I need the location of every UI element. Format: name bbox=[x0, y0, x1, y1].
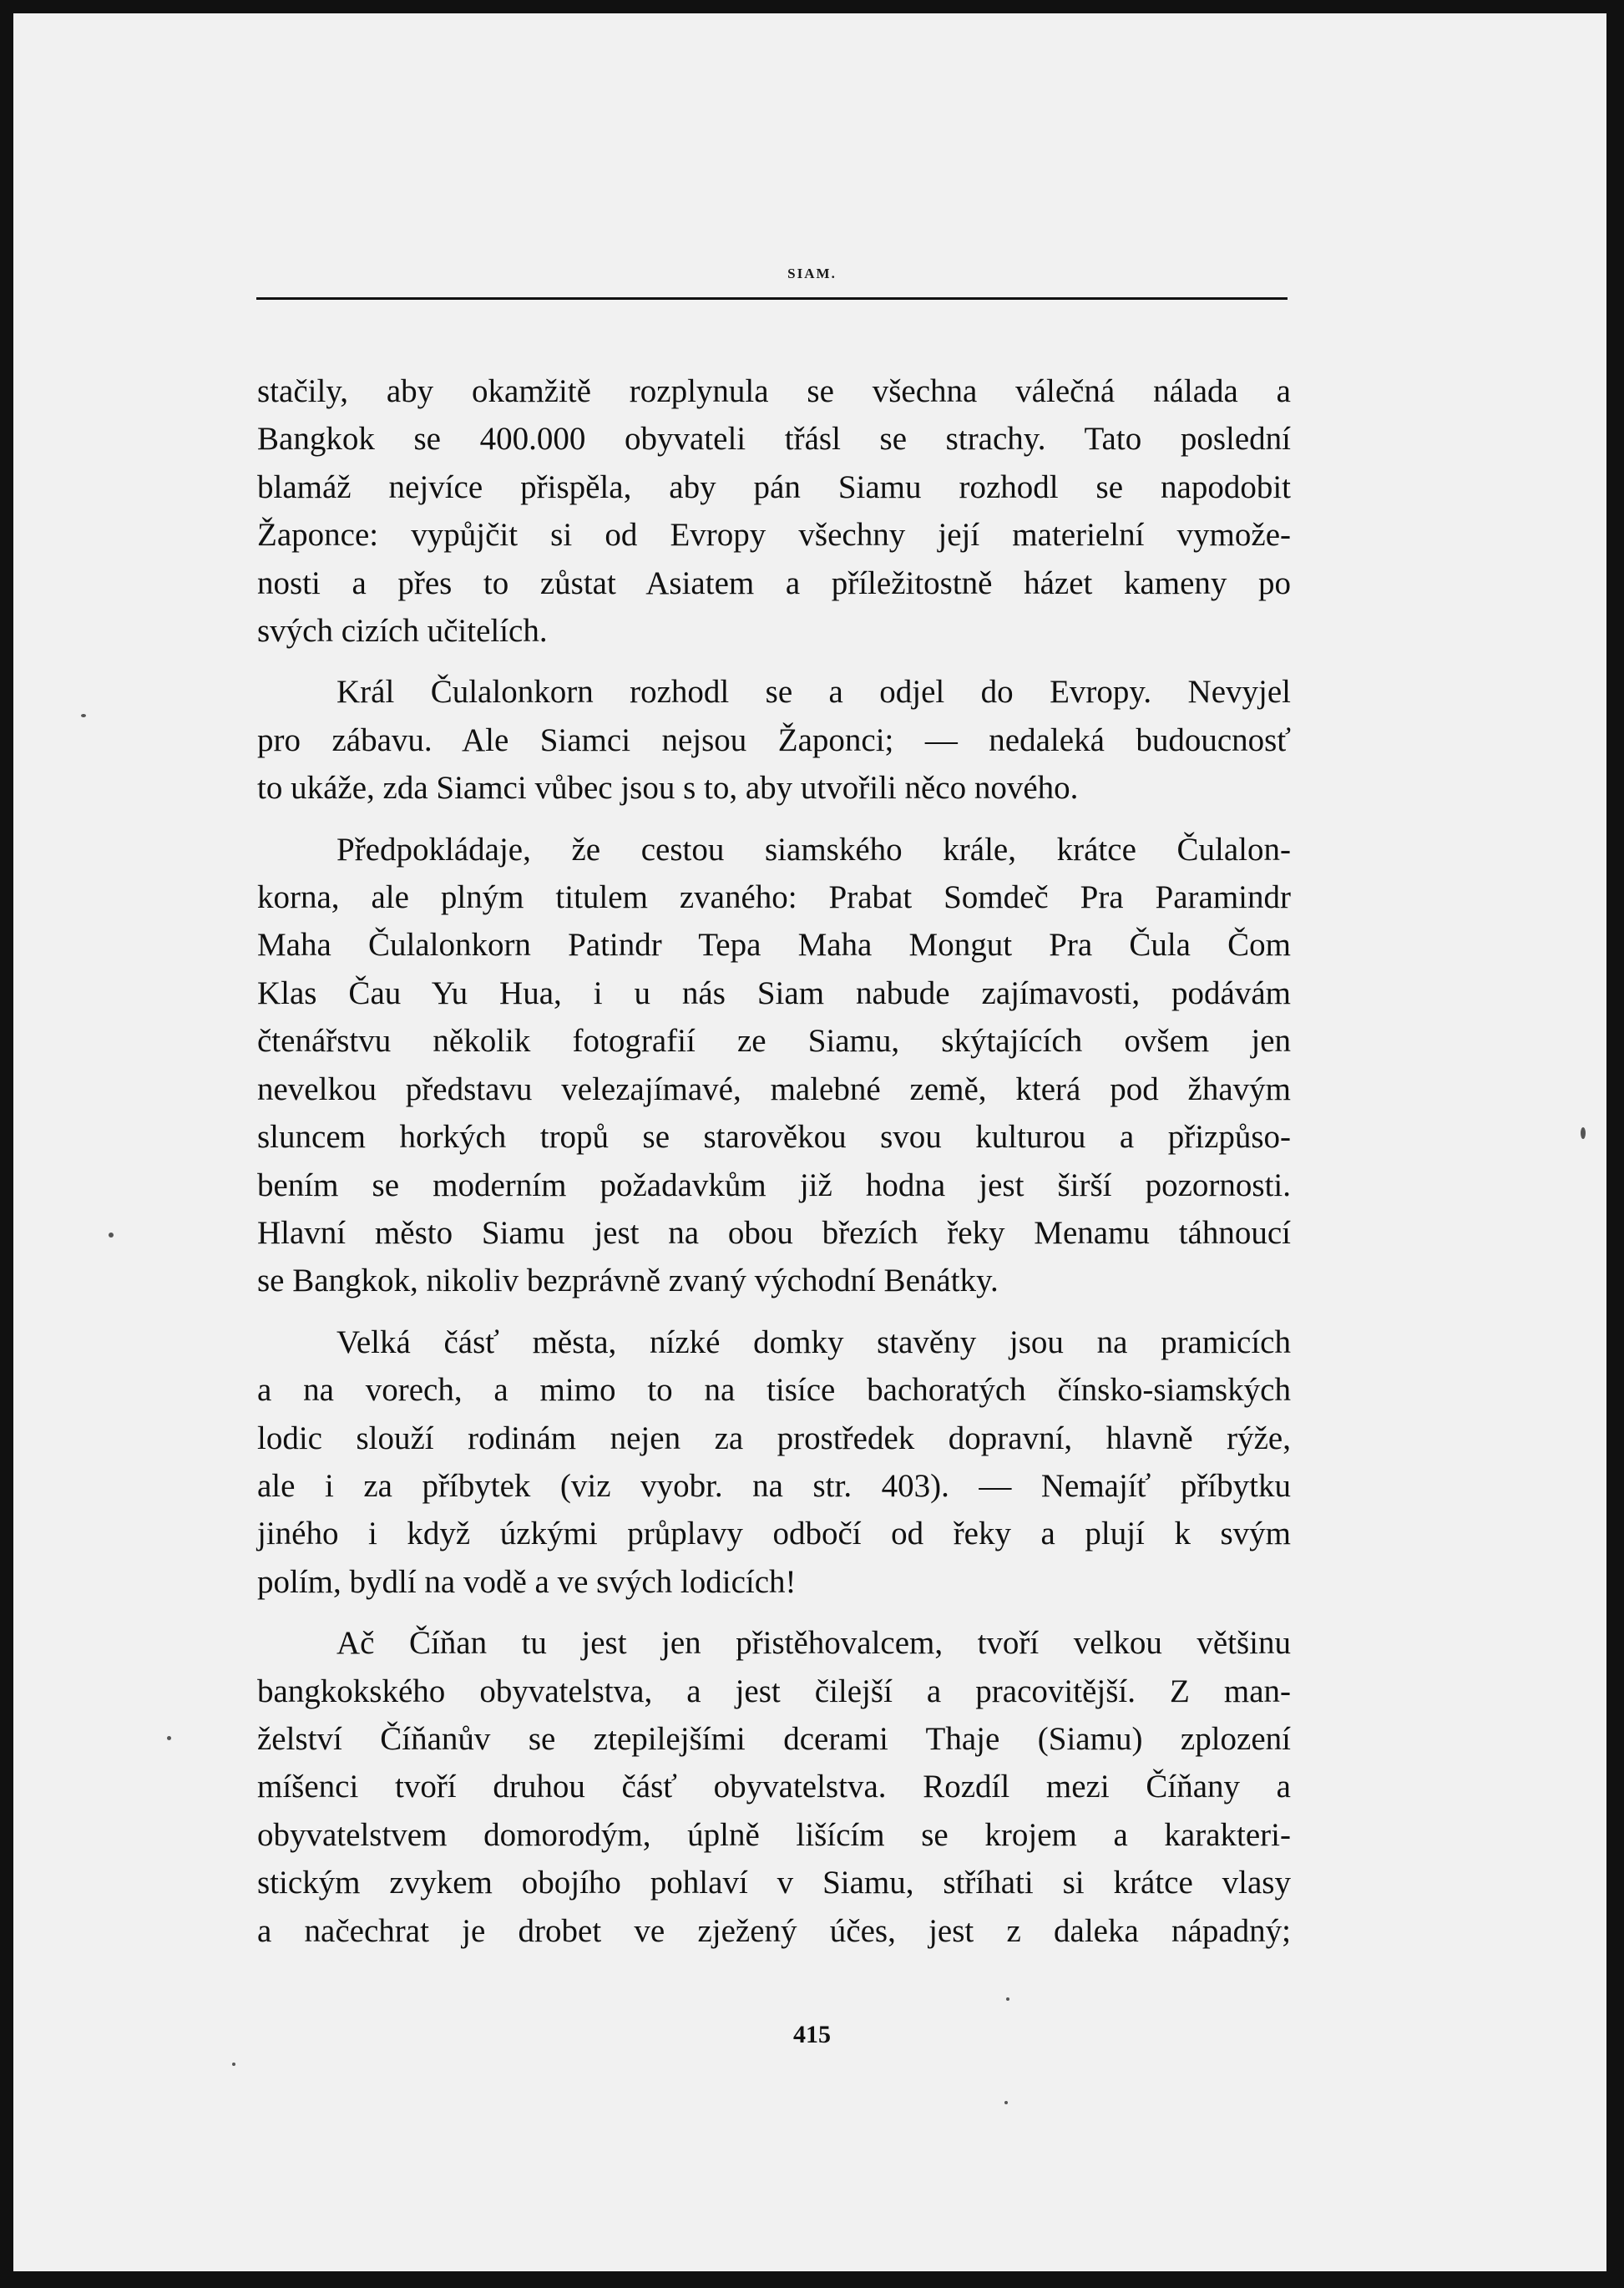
text-line: lodic slouží rodinám nejen za prostředek dopravní, hlavně rýže, bbox=[257, 1420, 1291, 1456]
text-line: a načechrat je drobet ve zježený účes, jest z daleka nápadný; bbox=[257, 1912, 1291, 1949]
paragraph-5 bbox=[257, 1619, 1291, 1955]
scan-speck bbox=[1581, 1127, 1586, 1139]
text-line: ale i za příbytek (viz vyobr. na str. 403). — Nemajíť příbytku bbox=[257, 1467, 1291, 1504]
paragraph-2 bbox=[257, 668, 1291, 812]
text-line: blamáž nejvíce přispěla, aby pán Siamu rozhodl se napodobit bbox=[257, 468, 1291, 505]
paragraph-1 bbox=[257, 367, 1291, 655]
text-line: bením se moderním požadavkům již hodna jest širší pozornosti. bbox=[257, 1167, 1291, 1203]
body-text bbox=[257, 367, 1291, 1955]
paragraph-3 bbox=[257, 826, 1291, 1305]
text-line: Král Čulalonkorn rozhodl se a odjel do Evropy. Nevyjel bbox=[336, 674, 1291, 711]
paragraph-4 bbox=[257, 1319, 1291, 1606]
scan-speck bbox=[1004, 2101, 1008, 2104]
text-line: čtenářstvu několik fotografií ze Siamu, skýtajících ovšem jen bbox=[257, 1023, 1291, 1060]
text-line: stickým zvykem obojího pohlaví v Siamu, stříhati si krátce vlasy bbox=[257, 1865, 1291, 1901]
text-line: Maha Čulalonkorn Patindr Tepa Maha Mongut Pra Čula Čom bbox=[257, 927, 1291, 964]
scan-speck bbox=[1006, 1997, 1009, 2001]
text-line: bangkokského obyvatelstva, a jest čilejší a pracovitější. Z man- bbox=[257, 1673, 1291, 1709]
text-line: se Bangkok, nikoliv bezprávně zvaný východní Benátky. bbox=[257, 1263, 999, 1299]
text-line: pro zábavu. Ale Siamci nejsou Žaponci; — nedaleká budoucnosť bbox=[257, 721, 1291, 758]
scan-speck bbox=[232, 2063, 235, 2066]
text-line: sluncem horkých tropů se starověkou svou kulturou a přizpůso- bbox=[257, 1119, 1291, 1156]
text-line: Hlavní město Siamu jest na obou březích řeky Menamu táhnoucí bbox=[257, 1214, 1291, 1251]
scan-speck bbox=[109, 1233, 114, 1238]
text-line: Bangkok se 400.000 obyvateli třásl se strachy. Tato poslední bbox=[257, 421, 1291, 458]
text-line: nosti a přes to zůstat Asiatem a příležitostně házet kameny po bbox=[257, 564, 1291, 601]
scan-speck bbox=[81, 714, 86, 717]
text-line: Ač Číňan tu jest jen přistěhovalcem, tvoří velkou většinu bbox=[336, 1625, 1291, 1662]
text-line: svých cizích učitelích. bbox=[257, 613, 548, 650]
scan-speck bbox=[167, 1736, 171, 1740]
text-line: Předpokládaje, že cestou siamského krále, krátce Čulalon- bbox=[336, 831, 1291, 868]
text-line: Klas Čau Yu Hua, i u nás Siam nabude zajímavosti, podávám bbox=[257, 974, 1291, 1011]
text-line: jiného i když úzkými průplavy odbočí od řeky a plují k svým bbox=[257, 1516, 1291, 1552]
text-line: nevelkou představu velezajímavé, malebné země, která pod žhavým bbox=[257, 1071, 1291, 1107]
text-line: želství Číňanův se ztepilejšími dcerami Thaje (Siamu) zplození bbox=[257, 1720, 1291, 1757]
text-line: stačily, aby okamžitě rozplynula se všechna válečná nálada a bbox=[257, 373, 1291, 409]
header-rule bbox=[256, 297, 1288, 300]
text-line: polím, bydlí na vodě a ve svých lodicích! bbox=[257, 1563, 797, 1600]
text-line: obyvatelstvem domorodým, úplně lišícím se krojem a karakteri- bbox=[257, 1816, 1291, 1853]
text-line: míšenci tvoří druhou čásť obyvatelstva. Rozdíl mezi Číňany a bbox=[257, 1769, 1291, 1805]
text-line: to ukáže, zda Siamci vůbec jsou s to, aby utvořili něco nového. bbox=[257, 770, 1079, 807]
text-line: Žaponce: vypůjčit si od Evropy všechny její materielní vymože- bbox=[257, 517, 1291, 554]
text-line: korna, ale plným titulem zvaného: Prabat Somdeč Pra Paramindr bbox=[257, 879, 1291, 916]
text-line: Velká čásť města, nízké domky stavěny jsou na pramicích bbox=[336, 1324, 1291, 1360]
running-head: SIAM. bbox=[787, 266, 837, 281]
text-line: a na vorech, a mimo to na tisíce bachoratých čínsko-siamských bbox=[257, 1372, 1291, 1409]
page-number: 415 bbox=[793, 2021, 831, 2048]
